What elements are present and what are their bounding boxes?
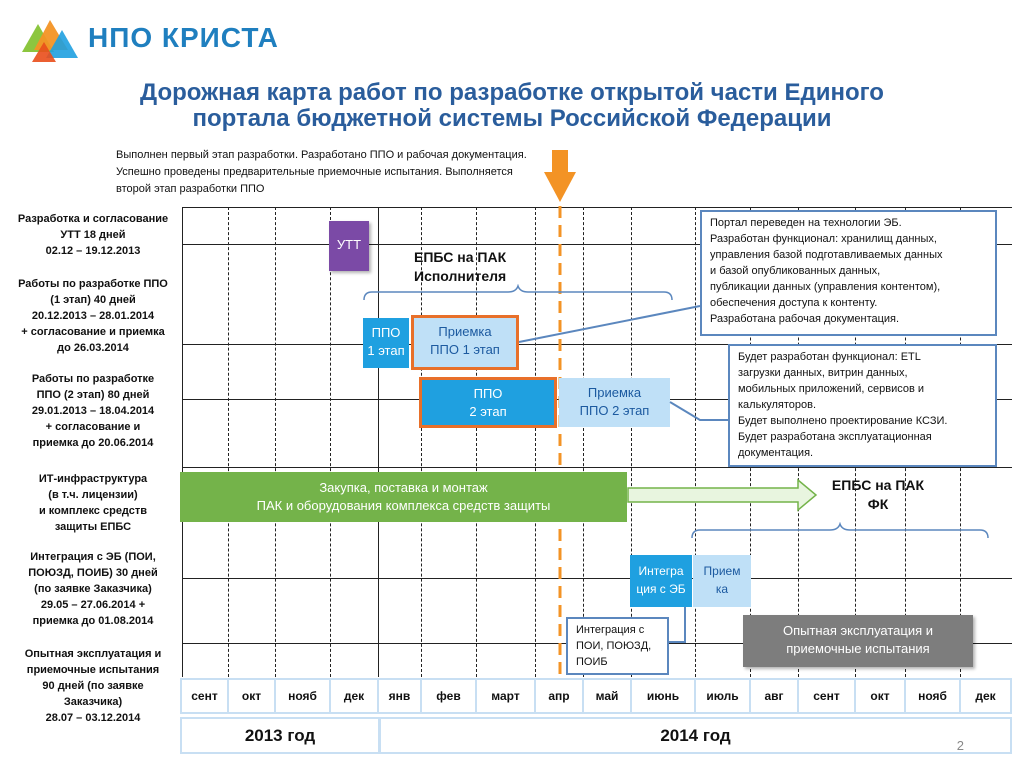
ppo1-acceptance-bar [411, 315, 519, 370]
month-cell: июль [696, 680, 749, 712]
bar-text: ка [715, 582, 729, 596]
month-cell: май [584, 680, 630, 712]
row-label-line: Интеграция с ЭБ (ПОИ, [30, 551, 156, 563]
year-cell: 2013 год [182, 719, 378, 752]
title-line-1: Дорожная карта работ по разработке открытой части Единого [140, 79, 884, 106]
month-cell: сент [799, 680, 854, 712]
year-cell: 2014 год [381, 719, 1010, 752]
bar-text: Прием [703, 564, 741, 578]
label-line: ЕПБС на ПАК [831, 477, 925, 493]
month-cell: окт [856, 680, 904, 712]
row-label-line: защиты ЕПБС [54, 521, 132, 533]
row-label-integration [4, 549, 182, 629]
month-cell: апр [536, 680, 582, 712]
row-label-line: ПОЮЗД, ПОИБ) 30 дней [28, 567, 158, 579]
portal-callout [700, 210, 997, 336]
row-label-line: 20.12.2013 – 28.01.2014 [31, 310, 155, 322]
row-label-line: 29.05 – 27.06.2014 + [40, 599, 146, 611]
row-label-line: Разработка и согласование [17, 213, 169, 225]
row-label-line: Опытная эксплуатация и [24, 648, 162, 660]
ppo1-bar [363, 318, 409, 368]
brace-icon [362, 284, 674, 302]
callout-line: Будет разработана эксплуатационная [738, 431, 932, 443]
row-label-trial [4, 646, 182, 726]
ppo2-bar [419, 377, 557, 428]
grid-line [228, 207, 229, 677]
row-label-line: + согласование и [45, 421, 141, 433]
bar-text: ПАК и оборудования комплекса средств защиты [256, 498, 551, 513]
row-label-infra [4, 471, 182, 535]
month-cell: окт [229, 680, 274, 712]
row-label-line: ИТ-инфраструктура [38, 473, 148, 485]
integration-callout [566, 617, 669, 675]
trial-operation-bar [743, 615, 973, 667]
callout-line: мобильных приложений, сервисов и [738, 383, 925, 395]
grid-line [182, 467, 1012, 468]
brand-logo-icon [20, 16, 80, 66]
callout-line: обеспечения доступа к контенту. [710, 297, 878, 309]
row-label-line: 90 дней (по заявке [42, 680, 144, 692]
row-label-line: (1 этап) 40 дней [50, 294, 136, 306]
infra-bar [180, 472, 627, 522]
month-cell: фев [422, 680, 475, 712]
callout-line: документация. [738, 447, 814, 459]
month-cell: нояб [276, 680, 329, 712]
callout-line: управления базой подготавливаемых данных [710, 249, 943, 261]
callout-line: Интеграция с [576, 624, 645, 636]
grid-line [330, 207, 331, 677]
arrow-right-icon [626, 478, 818, 512]
bar-text: ППО 1 этап [430, 342, 500, 357]
row-label-line: Заказчика) [63, 696, 123, 708]
title-line-2: портала бюджетной системы Российской Федерации [192, 105, 832, 132]
bar-text: Приемка [438, 324, 492, 339]
callout-line: публикации данных (управления контентом), [710, 281, 941, 293]
month-cell: нояб [906, 680, 959, 712]
row-label-line: 28.07 – 03.12.2014 [45, 712, 141, 724]
label-line: ФК [867, 496, 889, 512]
grid-line [182, 207, 1012, 208]
row-label-utt [4, 211, 182, 259]
row-label-line: (в т.ч. лицензии) [48, 489, 138, 501]
row-label-line: ППО (2 этап) 80 дней [36, 389, 150, 401]
month-cell: сент [182, 680, 227, 712]
month-cell: авг [751, 680, 797, 712]
epbs-executor-label [414, 248, 506, 286]
page-title [40, 80, 984, 132]
callout-line: Будет выполнено проектирование КСЗИ. [738, 415, 948, 427]
ppo2-acceptance-bar [559, 378, 670, 427]
grid-line [182, 207, 183, 677]
row-label-line: 29.01.2013 – 18.04.2014 [31, 405, 155, 417]
row-label-ppo2 [4, 371, 182, 451]
callout-line: Разработан функционал: хранилищ данных, [710, 233, 937, 245]
callout-line: ПОИ, ПОЮЗД, [576, 640, 652, 652]
bar-text: ППО [473, 386, 503, 401]
label-line: ЕПБС на ПАК [414, 249, 507, 265]
bar-text: приемочные испытания [786, 641, 930, 656]
row-label-line: приемка до 01.08.2014 [32, 615, 154, 627]
row-label-line: приемка до 20.06.2014 [32, 437, 154, 449]
row-label-line: приемочные испытания [26, 664, 160, 676]
callout-line: калькуляторов. [738, 399, 817, 411]
month-cell: дек [961, 680, 1010, 712]
bar-text: Опытная эксплуатация и [782, 623, 934, 638]
month-cell: дек [331, 680, 377, 712]
row-label-line: Работы по разработке ППО [18, 278, 168, 290]
row-label-line: до 26.03.2014 [57, 342, 129, 354]
bar-text: ППО 2 этап [579, 403, 650, 418]
row-label-ppo1 [4, 276, 182, 356]
callout-line: загрузки данных, витрин данных, [738, 367, 908, 379]
brand-name: НПО КРИСТА [88, 22, 279, 53]
integration-acceptance-bar [693, 555, 751, 607]
bar-text: Приемка [587, 385, 642, 400]
row-label-line: Работы по разработке [31, 373, 155, 385]
bar-text: ция с ЭБ [636, 582, 686, 596]
bar-text: ППО [371, 325, 401, 340]
callout-line: Будет разработан функционал: ETL [738, 351, 921, 363]
bar-text: 1 этап [367, 343, 405, 358]
row-label-line: и комплекс средств [38, 505, 148, 517]
row-label-line: УТТ 18 дней [60, 229, 126, 241]
month-cell: янв [379, 680, 420, 712]
bar-text: Закупка, поставка и монтаж [319, 480, 488, 495]
etl-callout [728, 344, 997, 467]
row-label-line: + согласование и приемка [21, 326, 165, 338]
callout-line: Портал переведен на технологии ЭБ. [710, 217, 902, 229]
callout-line: и базой опубликованных данных, [710, 265, 881, 277]
row-label-line: 02.12 – 19.12.2013 [45, 245, 141, 257]
integration-bar [630, 555, 692, 607]
utt-bar: УТТ [329, 221, 369, 271]
bar-text: Интегра [638, 564, 684, 578]
grid-line [275, 207, 276, 677]
page-number: 2 [956, 738, 964, 753]
brace-icon [690, 522, 990, 540]
month-cell: март [477, 680, 534, 712]
label-line: Исполнителя [414, 268, 507, 284]
callout-line: Разработана рабочая документация. [710, 313, 900, 325]
grid-line [378, 207, 379, 677]
status-note: Выполнен первый этап разработки. Разработано ППО и рабочая документация. Успешно проведены предварительные приемочные испытания. Выполняется второй этап разработки ППО [116, 149, 527, 195]
callout-line: ПОИБ [576, 656, 608, 668]
grid-line [583, 207, 584, 677]
grid-line [182, 578, 1012, 579]
row-label-line: (по заявке Заказчика) [34, 583, 152, 595]
month-cell: июнь [632, 680, 694, 712]
epbs-fk-label [818, 476, 938, 514]
bar-text: 2 этап [469, 404, 507, 419]
grid-line [535, 207, 536, 677]
